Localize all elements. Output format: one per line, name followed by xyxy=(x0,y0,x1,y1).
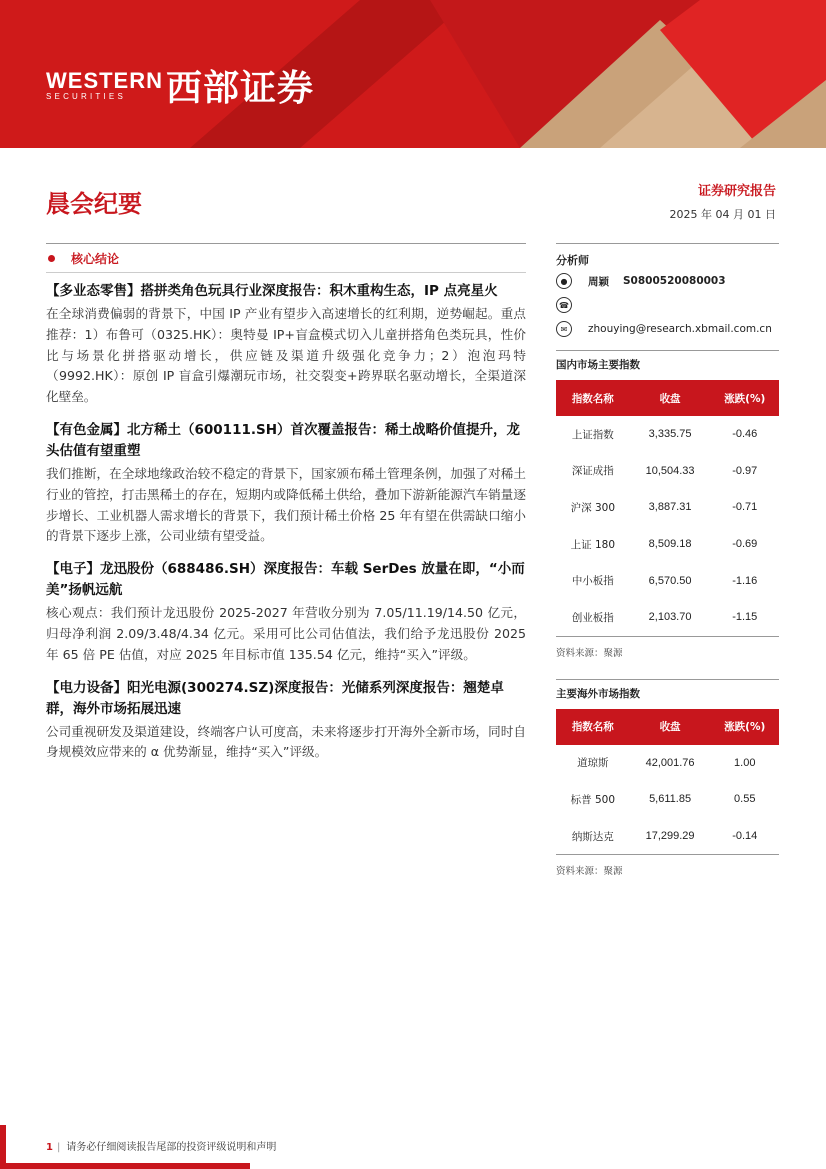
index-change: -1.16 xyxy=(732,574,758,587)
table-row xyxy=(556,489,779,526)
table-header: 收盘 xyxy=(630,709,711,745)
index-change: 1.00 xyxy=(734,756,756,769)
section-divider xyxy=(46,272,526,273)
mail-icon: ✉ xyxy=(556,321,572,337)
index-close: 10,504.33 xyxy=(645,464,695,477)
index-change: 0.55 xyxy=(734,793,756,806)
header-banner xyxy=(0,0,826,148)
report-item xyxy=(46,281,526,408)
analyst-email[interactable]: zhouying@research.xbmail.com.cn xyxy=(588,323,772,335)
index-close: 6,570.50 xyxy=(648,574,692,587)
analyst-phone-row xyxy=(556,294,779,316)
sidebar xyxy=(556,243,779,877)
report-type: 证券研究报告 xyxy=(697,184,776,199)
index-name: 道琼斯 xyxy=(577,757,609,770)
footer-disclaimer: 请务必仔细阅读报告尾部的投资评级说明和声明 xyxy=(66,1142,277,1153)
report-date: 2025 年 04 月 01 日 xyxy=(669,208,776,221)
table-row xyxy=(556,599,779,636)
bullet-dot-icon xyxy=(48,255,55,262)
index-name: 上证 180 xyxy=(570,538,616,551)
table-row xyxy=(556,453,779,490)
index-name: 中小板指 xyxy=(571,575,614,588)
index-name: 深证成指 xyxy=(571,465,614,478)
table-row xyxy=(556,781,779,818)
index-name: 创业板指 xyxy=(556,599,630,636)
index-change: -0.97 xyxy=(732,464,758,477)
logo-english xyxy=(46,70,162,102)
phone-icon: ☎ xyxy=(556,297,572,313)
report-item-heading: 【电力设备】阳光电源(300274.SZ)深度报告：光储系列深度报告：翘楚卓群，海外市场拓展迅速 xyxy=(46,679,504,717)
report-item-heading: 【电子】龙迅股份（688486.SH）深度报告：车载 SerDes 放量在即，“小而美”扬帆远航 xyxy=(46,561,525,599)
overseas-table-title: 主要海外市场指数 xyxy=(556,679,779,701)
analyst-name: 周颖 xyxy=(588,275,609,288)
main-content xyxy=(46,243,526,763)
table-row xyxy=(556,526,779,563)
table-row xyxy=(556,416,779,453)
logo-securities-text: SECURITIES xyxy=(46,92,127,101)
table-row xyxy=(556,745,779,782)
document-title: 晨会纪要 xyxy=(46,189,142,218)
report-item-heading: 【有色金属】北方稀土（600111.SH）首次覆盖报告：稀土战略价值提升，龙头估值有望重塑 xyxy=(46,421,521,459)
page-number: 1 xyxy=(46,1142,53,1153)
report-item-body: 核心观点：我们预计龙迅股份 2025-2027 年营收分别为 7.05/11.19/14.50 亿元，归母净利润 2.09/3.48/4.34 亿元。采用可比公司估值法，我们给予龙迅股份 2025 年 65 倍 PE 估值，对应 2025 年目标市值 135.54 亿元，维持“买入”评级。 xyxy=(46,605,526,662)
index-close: 42,001.76 xyxy=(645,756,695,769)
index-change: -0.71 xyxy=(732,501,758,514)
index-change: -1.15 xyxy=(711,599,780,636)
table-header-row xyxy=(556,380,779,416)
report-item xyxy=(46,559,526,665)
section-header xyxy=(46,244,526,272)
index-name: 纳斯达克 xyxy=(556,818,630,855)
logo-western-text: WESTERN xyxy=(46,68,163,93)
index-close: 17,299.29 xyxy=(630,818,711,855)
table-header: 收盘 xyxy=(630,380,711,416)
index-close: 3,335.75 xyxy=(648,428,692,441)
report-item-heading: 【多业态零售】搭拼类角色玩具行业深度报告：积木重构生态，IP 点亮星火 xyxy=(46,283,498,299)
table-header: 指数名称 xyxy=(556,709,630,745)
index-name: 沪深 300 xyxy=(570,501,616,514)
overseas-index-table xyxy=(556,709,779,856)
analyst-email-row xyxy=(556,318,779,340)
logo-chinese: 西部证券 xyxy=(166,68,315,109)
index-close: 3,887.31 xyxy=(648,501,692,514)
domestic-index-table xyxy=(556,380,779,637)
index-close: 5,611.85 xyxy=(649,793,692,806)
index-change: -0.69 xyxy=(732,538,758,551)
domestic-table-source: 资料来源：聚源 xyxy=(556,647,623,659)
index-name: 标普 500 xyxy=(570,793,616,806)
section-title: 核心结论 xyxy=(71,251,120,266)
index-change: -0.46 xyxy=(732,428,758,441)
overseas-table-source: 资料来源：聚源 xyxy=(556,866,623,878)
table-header: 指数名称 xyxy=(556,380,630,416)
report-item-body: 我们推断，在全球地缘政治较不稳定的背景下，国家颁布稀土管理条例，加强了对稀土行业的管控，打击黑稀土的存在，短期内或降低稀土供给，叠加下游新能源汽车销量逐步增长、工业机器人需求增长的背景下，我们预计稀土价格 25 年有望在供需缺口缩小的背景下逐步上涨，公司业绩有望受益。 xyxy=(46,465,526,544)
table-header-row xyxy=(556,709,779,745)
table-header: 涨跌(%) xyxy=(711,380,780,416)
index-name: 上证指数 xyxy=(571,428,614,441)
index-change: -0.14 xyxy=(711,818,780,855)
index-close: 8,509.18 xyxy=(648,538,692,551)
report-item-body: 公司重视研发及渠道建设，终端客户认可度高，未来将逐步打开海外全新市场，同时自身规模效应带来的 α 优势渐显，维持“买入”评级。 xyxy=(46,723,526,760)
analyst-code: S0800520080003 xyxy=(623,275,726,287)
analyst-label: 分析师 xyxy=(556,243,779,268)
index-close: 2,103.70 xyxy=(630,599,711,636)
corner-accent-horizontal xyxy=(0,1163,250,1169)
table-row xyxy=(556,818,779,855)
table-header: 涨跌(%) xyxy=(711,709,780,745)
report-item-body: 在全球消费偏弱的背景下，中国 IP 产业有望步入高速增长的红利期，逆势崛起。重点推荐：1）布鲁可（0325.HK）：奥特曼 IP+盲盒模式切入儿童拼搭角色类玩具，性价比与场景化拼搭驱动增长，供应链及渠道升级强化竞争力；2）泡泡玛特（9992.HK）：原创 IP 盲盒引爆潮玩市场，社交裂变+跨界联名驱动增长，全渠道深化壁垒。 xyxy=(46,306,526,405)
page-footer: 1 | 请务必仔细阅读报告尾部的投资评级说明和声明 xyxy=(46,1142,277,1153)
domestic-table-title: 国内市场主要指数 xyxy=(556,350,779,372)
analyst-name-row xyxy=(556,270,779,292)
table-row xyxy=(556,562,779,599)
report-item xyxy=(46,678,526,764)
report-item xyxy=(46,420,526,547)
person-icon: ● xyxy=(556,273,572,289)
